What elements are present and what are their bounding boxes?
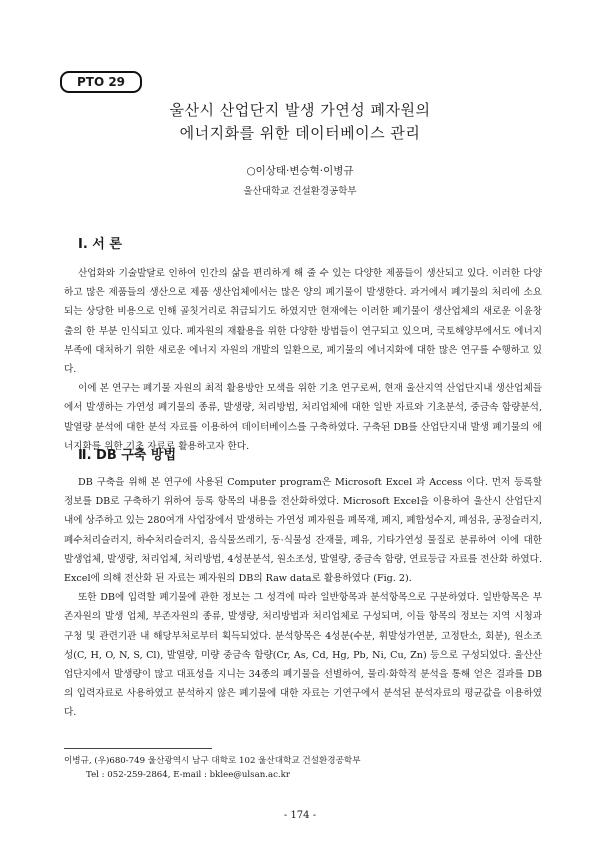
body-paragraph: 산업화와 기술발달로 인하여 인간의 삶을 편리하게 해 줄 수 있는 다양한 제품들이 생산되고 있다. 이러한 다양하고 많은 제품들의 생산으로 제품 생산업체에서는 많은 양의 폐기물이 발생한다. 과거에서 폐기물의 처리에 소요되는 상당한 비용으로 인해 골칫거리로 취급되기도 하였지만 현재에는 이러한 폐기물이 생산업체의 새로운 이윤창출의 한 부분 인식되고 있다. 폐자원의 재활용을 위한 다양한 방법들이 연구되고 있으며, 국토해양부에서도 에너지 부족에 대처하기 위한 새로운 에너지 자원의 개발의 일환으로, 폐기물의 에너지화에 대한 많은 연구를 수행하고 있다. xyxy=(64,268,542,376)
footnote-address: 이병규, (우)680-749 울산광역시 남구 대학로 102 울산대학교 건설환경공학부 xyxy=(64,756,361,766)
section-heading-introduction: Ⅰ. 서 론 xyxy=(78,237,122,252)
body-paragraph: 이에 본 연구는 폐기물 자원의 최적 활용방안 모색을 위한 기초 연구로써, 현재 울산지역 산업단지내 생산업체들에서 발생하는 가연성 폐기물의 종류, 발생량, 처리방법, 처리업체에 대한 일반 자료와 기초분석, 중금속 함량분석, 발열량 분석에 대한 분석 자료를 이용하여 데이터베이스를 구축하였다. 구축된 DB를 산업단지내 발생 폐기물의 에너지화를 위한 기초 자료로 활용하고자 한다. xyxy=(64,383,542,452)
session-badge: PTO 29 xyxy=(60,71,142,93)
body-paragraph: 또한 DB에 입력할 폐기물에 관한 정보는 그 성격에 따라 일반항목과 분석항목으로 구분하였다. 일반항목은 부존자원의 발생 업체, 부존자원의 종류, 발생량, 처리방법과 처리업체로 구성되며, 이들 항목의 정보는 지역 시청과 구청 및 관련기관 내 해당부처로부터 획득되었다. 분석항목은 4성분(수분, 휘발성가연분, 고정탄소, 회분), 원소조성(C, H, O, N, S, Cl), 발열량, 미량 중금속 함량(Cr, As, Cd, Hg, Pb, Ni, Cu, Zn) 등으로 구성되었다. 울산산업단지에서 발생량이 많고 대표성을 지니는 34종의 폐기물을 선별하여, 물리·화학적 분석을 통해 얻은 결과를 DB의 입력자료로 사용하였고 분석하지 않은 폐기물에 대한 자료는 기연구에서 분석된 분석자료의 평균값을 이용하였다. xyxy=(64,592,542,719)
introduction-body xyxy=(64,264,542,456)
footnote xyxy=(64,754,534,782)
affiliation: 울산대학교 건설환경공학부 xyxy=(243,186,357,197)
section-heading-db-method: Ⅱ. DB 구축 방법 xyxy=(78,448,177,463)
db-method-body xyxy=(64,473,542,723)
page-number: - 174 - xyxy=(283,810,317,821)
paper-title-line-2: 에너지화를 위한 데이터베이스 관리 xyxy=(179,124,421,142)
paper-title-line-1: 울산시 산업단지 발생 가연성 폐자원의 xyxy=(169,101,431,119)
body-paragraph: DB 구축을 위해 본 연구에 사용된 Computer program은 Microsoft Excel 과 Access 이다. 먼저 등록할 정보를 DB로 구축하기 위하여 등록 항목의 내용을 전산화하였다. Microsoft Excel을 이용하여 울산시 산업단지 내에 상주하고 있는 280여개 사업장에서 발생하는 가연성 폐자원을 폐목재, 폐지, 폐합성수지, 폐섬유, 공정슬러지, 폐수처리슬러지, 하수처리슬러지, 음식물쓰레기, 동·식물성 잔재물, 폐유, 기타가연성 물질로 분류하여 이에 대한 발생업체, 발생량, 처리업체, 처리방법, 4성분분석, 원소조성, 발열량, 중금속 함량, 연료등급 자료를 전산화 하였다. Excel에 의해 전산화 된 자료는 폐자원의 DB의 Raw data로 활용하였다 (Fig. 2). xyxy=(64,477,542,585)
author-list: ○이상태·변승혁·이병규 xyxy=(246,165,354,177)
footnote-contact: Tel : 052-259-2864, E-mail : bklee@ulsan.ac.kr xyxy=(86,770,290,780)
footnote-divider xyxy=(64,748,212,749)
